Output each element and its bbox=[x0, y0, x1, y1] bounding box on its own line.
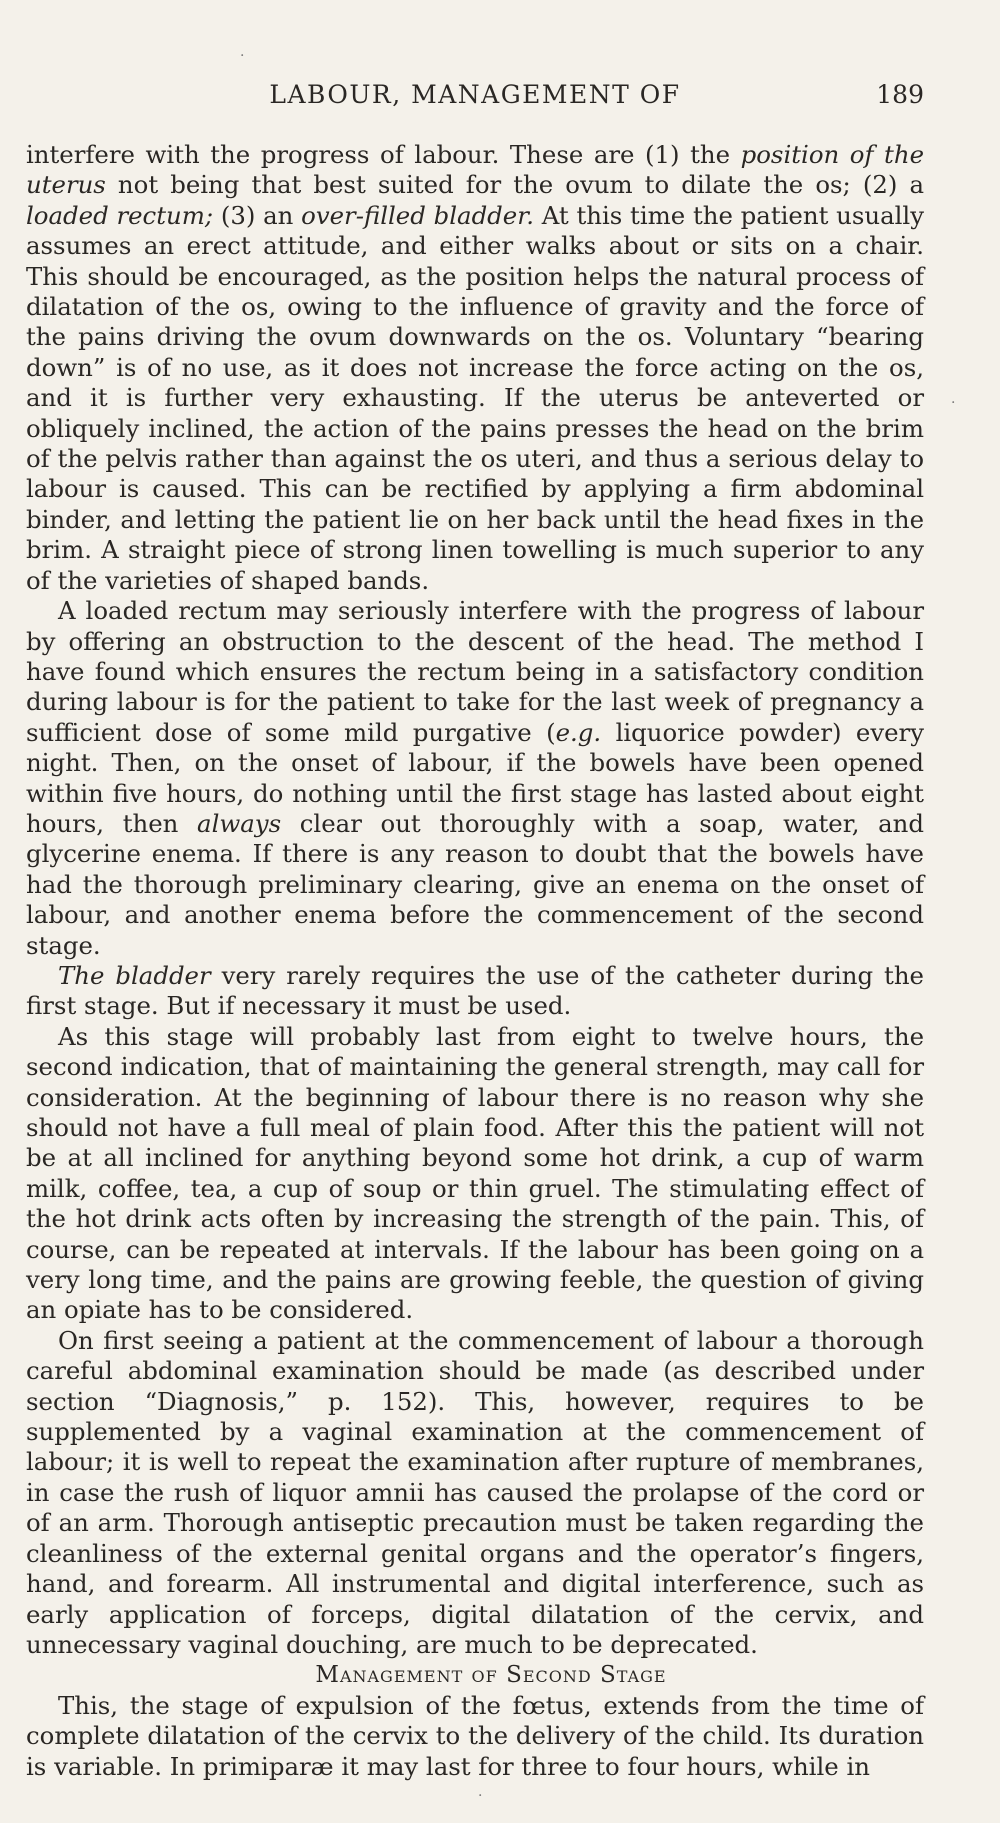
text-run: A loaded rectum may seriously interfere with the progress of labour by offering an obstruction to the descent of the head. The method I have found which ensures the rectum being in a satisfactory condition during labour is for the patient to take for the last week of pregnancy a sufficient dose of some mild purgative ( bbox=[26, 596, 924, 747]
page-speck: · bbox=[951, 395, 956, 411]
body-text bbox=[26, 140, 924, 1782]
text-run: liquorice powder) every night. Then, on the onset of labour, if the bowels have been opened within five hours, do nothing until the first stage has lasted about eight hours, then bbox=[26, 717, 924, 838]
page-number: 189 bbox=[876, 80, 924, 109]
text-run: clear out thoroughly with a soap, water, and glycerine enema. If there is any reason to doubt that the bowels have had the thorough preliminary clearing, give an enema on the onset of labour, and another enema before the commencement of the second stage. bbox=[26, 808, 924, 960]
paragraph bbox=[26, 1326, 924, 1660]
paragraph bbox=[26, 140, 924, 596]
text-run: interfere with the progress of labour. These are (1) the bbox=[26, 140, 741, 169]
text-run: On first seeing a patient at the commencement of labour a thorough careful abdominal examination should be made (as described under section “Diagnosis,” p. 152). This, however, requires to be supplemented by a vaginal examination at the commencement of labour; it is well to repeat the examination after rupture of membranes, in case the rush of liquor amnii has caused the prolapse of the cord or of an arm. Thorough antiseptic precaution must be taken regarding the cleanliness of the external genital organs and the operator’s fingers, hand, and forearm. All instrumental and digital interference, such as early application of forceps, digital dilatation of the cervix, and unnecessary vaginal douching, are much to be deprecated. bbox=[26, 1325, 924, 1659]
italic-text: The bladder bbox=[58, 960, 211, 990]
page-speck: · bbox=[240, 48, 245, 64]
paragraph bbox=[26, 961, 924, 1022]
italic-text: loaded rectum; bbox=[26, 200, 214, 230]
italic-text: always bbox=[197, 808, 282, 838]
text-run: This, the stage of expulsion of the fœtus, extends from the time of complete dilatation of the cervix to the delivery of the child. Its duration is variable. In primiparæ it may last for three to four hours, while in bbox=[26, 1690, 924, 1781]
paragraph bbox=[26, 1691, 924, 1782]
page-speck: · bbox=[478, 1788, 483, 1804]
running-head bbox=[26, 80, 924, 120]
running-title: LABOUR, MANAGEMENT OF bbox=[269, 80, 681, 109]
text-run: As this stage will probably last from eight to twelve hours, the second indication, that of maintaining the general strength, may call for consideration. At the beginning of labour there is no reason why she should not have a full meal of plain food. After this the patient will not be at all inclined for anything beyond some hot drink, a cup of warm milk, coffee, tea, a cup of soup or thin gruel. The stimulating effect of the hot drink acts often by increasing the strength of the pain. This, of course, can be repeated at intervals. If the labour has been going on a very long time, and the pains are growing feeble, the question of giving an opiate has to be considered. bbox=[26, 1021, 924, 1325]
section-heading: Management of Second Stage bbox=[315, 1662, 667, 1689]
italic-text: over-filled bladder. bbox=[301, 200, 534, 230]
text-run: (3) an bbox=[213, 200, 302, 230]
paragraph bbox=[26, 596, 924, 961]
text-run: not being that best suited for the ovum to dilate the os; (2) a bbox=[105, 170, 924, 200]
italic-text: e.g. bbox=[555, 717, 602, 747]
paragraph bbox=[26, 1022, 924, 1326]
text-run: very rarely requires the use of the catheter during the first stage. But if necessary it must be used. bbox=[26, 960, 924, 1021]
text-run: At this time the patient usually assumes an erect attitude, and either walks about or sits on a chair. This should be encouraged, as the position helps the natural process of dilatation of the os, owing to the influence of gravity and the force of the pains driving the ovum downwards on the os. Voluntary “bearing down” is of no use, as it does not increase the force acting on the os, and it is further very exhausting. If the uterus be anteverted or obliquely inclined, the action of the pains presses the head on the brim of the pelvis rather than against the os uteri, and thus a serious delay to labour is caused. This can be rectified by applying a firm abdominal binder, and letting the patient lie on her back until the head fixes in the brim. A straight piece of strong linen towelling is much superior to any of the varieties of shaped bands. bbox=[26, 200, 924, 595]
italic-text: position of the uterus bbox=[26, 140, 924, 200]
